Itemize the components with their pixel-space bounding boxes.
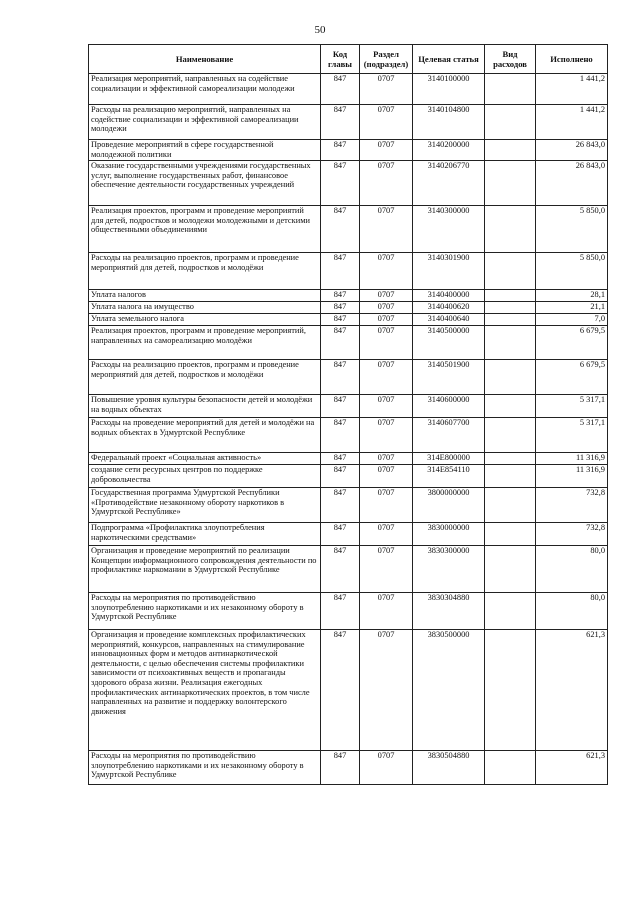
cell-target: 3830304880 — [413, 593, 485, 630]
cell-target: 3140301900 — [413, 253, 485, 290]
header-section: Раздел (подраздел) — [360, 45, 413, 74]
cell-expense-type — [485, 453, 536, 465]
cell-section: 0707 — [360, 395, 413, 418]
header-expense-type: Вид расходов — [485, 45, 536, 74]
cell-executed: 80,0 — [536, 593, 608, 630]
cell-target: 314E854110 — [413, 465, 485, 488]
cell-section: 0707 — [360, 302, 413, 314]
cell-section: 0707 — [360, 326, 413, 360]
cell-target: 3140104800 — [413, 105, 485, 140]
cell-expense-type — [485, 302, 536, 314]
cell-chapter: 847 — [321, 395, 360, 418]
table-row — [89, 161, 608, 206]
cell-executed: 5 850,0 — [536, 206, 608, 253]
cell-chapter: 847 — [321, 290, 360, 302]
cell-section: 0707 — [360, 290, 413, 302]
cell-name: Уплата налога на имущество — [89, 302, 321, 314]
cell-name: Расходы на мероприятия по противодействию злоупотреблению наркотиками и их незаконному обороту в Удмуртской Республике — [89, 751, 321, 785]
cell-target: 3140100000 — [413, 74, 485, 105]
cell-chapter: 847 — [321, 140, 360, 161]
table-row — [89, 593, 608, 630]
cell-expense-type — [485, 630, 536, 751]
cell-name: Организация и проведение комплексных профилактических мероприятий, конкурсов, направленных на стимулирование инновационных форм и методов антинаркотической деятельности, с целью обеспечения системы профилактики зависимости от психоактивных веществ и пропаганды здорового образа жизни. Реализация ежегодных профилактических антинаркотических проектов, в том числе направленных на развитие и поддержку волонтерского движения — [89, 630, 321, 751]
table-row — [89, 546, 608, 593]
cell-section: 0707 — [360, 360, 413, 395]
cell-name: Расходы на реализацию мероприятий, направленных на содействие социализации и эффективной самореализации молодежи — [89, 105, 321, 140]
cell-executed: 6 679,5 — [536, 360, 608, 395]
cell-target: 3140200000 — [413, 140, 485, 161]
table-row — [89, 630, 608, 751]
cell-chapter: 847 — [321, 326, 360, 360]
budget-table — [88, 44, 608, 785]
cell-target: 3140400620 — [413, 302, 485, 314]
cell-section: 0707 — [360, 140, 413, 161]
cell-chapter: 847 — [321, 360, 360, 395]
cell-expense-type — [485, 206, 536, 253]
cell-executed: 6 679,5 — [536, 326, 608, 360]
cell-name: создание сети ресурсных центров по поддержке добровольчества — [89, 465, 321, 488]
table-row — [89, 523, 608, 546]
cell-chapter: 847 — [321, 161, 360, 206]
cell-expense-type — [485, 74, 536, 105]
table-row — [89, 302, 608, 314]
cell-target: 3830300000 — [413, 546, 485, 593]
cell-expense-type — [485, 593, 536, 630]
cell-executed: 5 317,1 — [536, 418, 608, 453]
cell-section: 0707 — [360, 253, 413, 290]
cell-name: Проведение мероприятий в сфере государственной молодежной политики — [89, 140, 321, 161]
cell-name: Расходы на мероприятия по противодействию злоупотреблению наркотиками и их незаконному обороту в Удмуртской Республике — [89, 593, 321, 630]
header-target: Целевая статья — [413, 45, 485, 74]
cell-executed: 80,0 — [536, 546, 608, 593]
cell-expense-type — [485, 326, 536, 360]
cell-section: 0707 — [360, 546, 413, 593]
cell-section: 0707 — [360, 593, 413, 630]
cell-name: Расходы на реализацию проектов, программ и проведение мероприятий для детей, подростков и молодёжи — [89, 253, 321, 290]
cell-expense-type — [485, 105, 536, 140]
table-row — [89, 314, 608, 326]
cell-expense-type — [485, 751, 536, 785]
cell-chapter: 847 — [321, 593, 360, 630]
cell-section: 0707 — [360, 523, 413, 546]
cell-name: Оказание государственными учреждениями государственных услуг, выполнение государственных работ, финансовое обеспечение деятельности государственных учреждений — [89, 161, 321, 206]
cell-section: 0707 — [360, 453, 413, 465]
cell-expense-type — [485, 140, 536, 161]
cell-executed: 732,8 — [536, 523, 608, 546]
cell-expense-type — [485, 395, 536, 418]
cell-executed: 28,1 — [536, 290, 608, 302]
cell-name: Повышение уровня культуры безопасности детей и молодёжи на водных объектах — [89, 395, 321, 418]
cell-name: Реализация мероприятий, направленных на содействие социализации и эффективной самореализации молодежи — [89, 74, 321, 105]
cell-executed: 5 317,1 — [536, 395, 608, 418]
cell-chapter: 847 — [321, 488, 360, 523]
cell-chapter: 847 — [321, 630, 360, 751]
table-row — [89, 74, 608, 105]
table-row — [89, 488, 608, 523]
cell-name: Подпрограмма «Профилактика злоупотребления наркотическими средствами» — [89, 523, 321, 546]
cell-section: 0707 — [360, 751, 413, 785]
cell-chapter: 847 — [321, 253, 360, 290]
cell-name: Организация и проведение мероприятий по реализации Концепции информационного сопровождения деятельности по профилактике наркомании в Удмуртской Республике — [89, 546, 321, 593]
cell-name: Уплата налогов — [89, 290, 321, 302]
cell-chapter: 847 — [321, 74, 360, 105]
cell-expense-type — [485, 290, 536, 302]
table-row — [89, 105, 608, 140]
cell-chapter: 847 — [321, 314, 360, 326]
table-row — [89, 290, 608, 302]
cell-expense-type — [485, 465, 536, 488]
cell-expense-type — [485, 546, 536, 593]
cell-expense-type — [485, 488, 536, 523]
cell-section: 0707 — [360, 418, 413, 453]
cell-executed: 7,0 — [536, 314, 608, 326]
cell-executed: 26 843,0 — [536, 161, 608, 206]
cell-executed: 1 441,2 — [536, 74, 608, 105]
header-executed: Исполнено — [536, 45, 608, 74]
cell-section: 0707 — [360, 206, 413, 253]
cell-chapter: 847 — [321, 546, 360, 593]
table-row — [89, 418, 608, 453]
cell-target: 3140400640 — [413, 314, 485, 326]
cell-chapter: 847 — [321, 105, 360, 140]
table-row — [89, 751, 608, 785]
table-row — [89, 253, 608, 290]
cell-name: Расходы на проведение мероприятий для детей и молодёжи на водных объектах в Удмуртской Республике — [89, 418, 321, 453]
cell-section: 0707 — [360, 161, 413, 206]
cell-name: Уплата земельного налога — [89, 314, 321, 326]
cell-expense-type — [485, 253, 536, 290]
cell-section: 0707 — [360, 74, 413, 105]
cell-target: 3830500000 — [413, 630, 485, 751]
cell-expense-type — [485, 314, 536, 326]
table-row — [89, 465, 608, 488]
cell-target: 3140600000 — [413, 395, 485, 418]
table-row — [89, 206, 608, 253]
cell-target: 3140607700 — [413, 418, 485, 453]
header-name: Наименование — [89, 45, 321, 74]
cell-executed: 621,3 — [536, 751, 608, 785]
cell-target: 3830504880 — [413, 751, 485, 785]
cell-chapter: 847 — [321, 465, 360, 488]
cell-expense-type — [485, 161, 536, 206]
cell-executed: 26 843,0 — [536, 140, 608, 161]
cell-target: 3140501900 — [413, 360, 485, 395]
cell-target: 3830000000 — [413, 523, 485, 546]
cell-target: 3140500000 — [413, 326, 485, 360]
cell-name: Расходы на реализацию проектов, программ и проведение мероприятий для детей, подростков и молодёжи — [89, 360, 321, 395]
cell-name: Государственная программа Удмуртской Республики «Противодействие незаконному обороту наркотиков в Удмуртской Республике» — [89, 488, 321, 523]
cell-executed: 21,1 — [536, 302, 608, 314]
cell-executed: 5 850,0 — [536, 253, 608, 290]
cell-executed: 732,8 — [536, 488, 608, 523]
cell-expense-type — [485, 418, 536, 453]
table-header-row — [89, 45, 608, 74]
cell-section: 0707 — [360, 105, 413, 140]
cell-section: 0707 — [360, 630, 413, 751]
cell-section: 0707 — [360, 314, 413, 326]
cell-target: 3800000000 — [413, 488, 485, 523]
page-number: 50 — [314, 24, 326, 36]
cell-executed: 1 441,2 — [536, 105, 608, 140]
cell-name: Реализация проектов, программ и проведение мероприятий, направленных на самореализацию молодёжи — [89, 326, 321, 360]
table-row — [89, 326, 608, 360]
cell-chapter: 847 — [321, 523, 360, 546]
cell-executed: 11 316,9 — [536, 465, 608, 488]
cell-target: 3140300000 — [413, 206, 485, 253]
cell-executed: 11 316,9 — [536, 453, 608, 465]
table-row — [89, 360, 608, 395]
cell-expense-type — [485, 523, 536, 546]
cell-target: 314E800000 — [413, 453, 485, 465]
cell-name: Федеральный проект «Социальная активность» — [89, 453, 321, 465]
cell-target: 3140206770 — [413, 161, 485, 206]
cell-chapter: 847 — [321, 453, 360, 465]
cell-chapter: 847 — [321, 418, 360, 453]
cell-chapter: 847 — [321, 206, 360, 253]
table-row — [89, 140, 608, 161]
cell-expense-type — [485, 360, 536, 395]
cell-section: 0707 — [360, 488, 413, 523]
cell-executed: 621,3 — [536, 630, 608, 751]
header-chapter: Код главы — [321, 45, 360, 74]
cell-name: Реализация проектов, программ и проведение мероприятий для детей, подростков и молодежи молодежными и детскими общественными объединениями — [89, 206, 321, 253]
cell-target: 3140400000 — [413, 290, 485, 302]
cell-chapter: 847 — [321, 751, 360, 785]
table-row — [89, 453, 608, 465]
cell-section: 0707 — [360, 465, 413, 488]
table-row — [89, 395, 608, 418]
cell-chapter: 847 — [321, 302, 360, 314]
